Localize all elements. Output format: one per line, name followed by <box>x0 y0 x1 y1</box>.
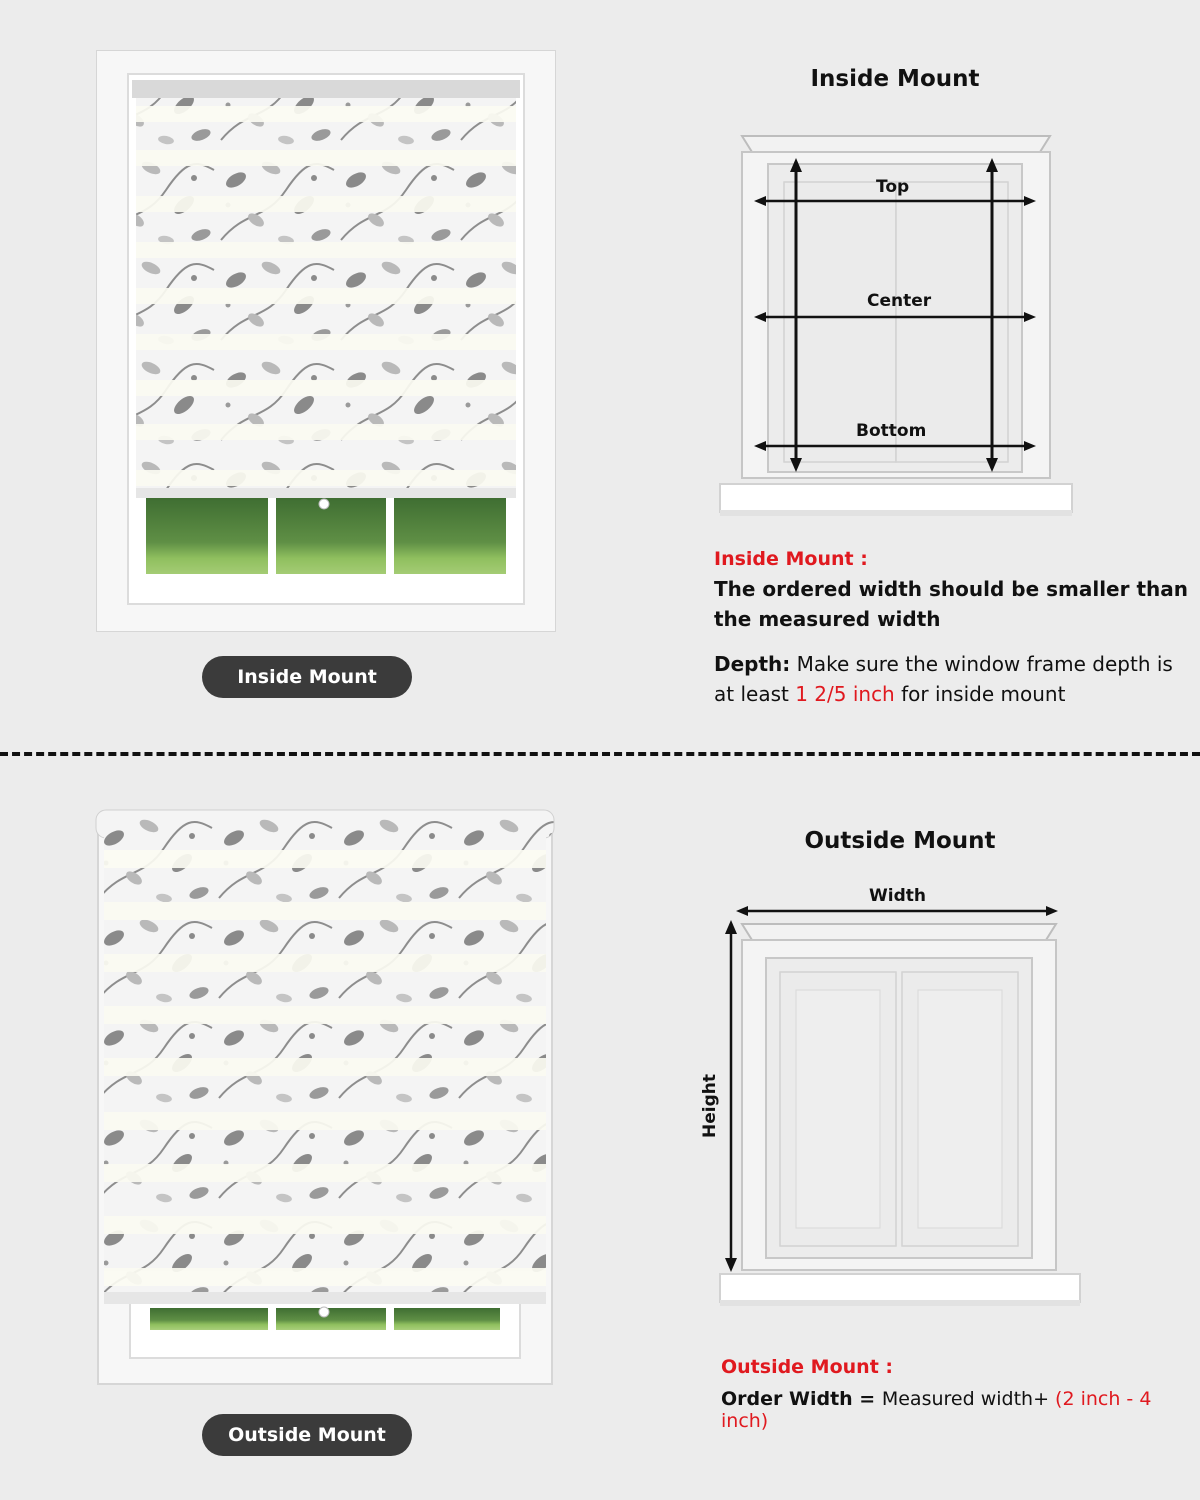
outside-mount-window-diagram <box>700 902 1086 1312</box>
label-width: Width <box>869 886 926 906</box>
order-text: Measured width+ <box>881 1388 1056 1410</box>
order-value: (2 inch - 4 inch) <box>721 1388 1152 1432</box>
inside-mount-depth-line2 <box>714 679 1065 709</box>
inside-mount-note-title: Inside Mount : <box>714 548 868 570</box>
inside-mount-depth-line1 <box>714 649 1173 679</box>
depth-text-1: Make sure the window frame depth is <box>790 652 1173 676</box>
label-center: Center <box>867 291 932 311</box>
inside-mount-note-line1: The ordered width should be smaller than <box>714 577 1188 601</box>
inside-mount-blind-illustration <box>96 50 556 632</box>
outside-mount-note-title: Outside Mount : <box>721 1356 893 1378</box>
depth-text-2: at least <box>714 682 796 706</box>
outside-mount-heading: Outside Mount <box>804 828 996 854</box>
inside-mount-heading: Inside Mount <box>810 66 980 92</box>
inside-mount-pill: Inside Mount <box>202 656 412 698</box>
depth-text-3: for inside mount <box>894 682 1066 706</box>
order-equals: = <box>852 1388 882 1410</box>
label-bottom: Bottom <box>856 421 927 441</box>
order-width-label: Order Width <box>721 1388 853 1410</box>
outside-mount-blind-illustration <box>94 808 556 1386</box>
depth-value: 1 2/5 inch <box>795 682 895 706</box>
depth-label: Depth: <box>714 652 791 676</box>
label-height: Height <box>700 1074 720 1138</box>
label-top: Top <box>876 177 910 197</box>
inside-mount-note-line2: the measured width <box>714 607 941 631</box>
section-divider <box>0 752 1200 756</box>
outside-mount-order-line <box>721 1388 1200 1432</box>
outside-mount-pill: Outside Mount <box>202 1414 412 1456</box>
